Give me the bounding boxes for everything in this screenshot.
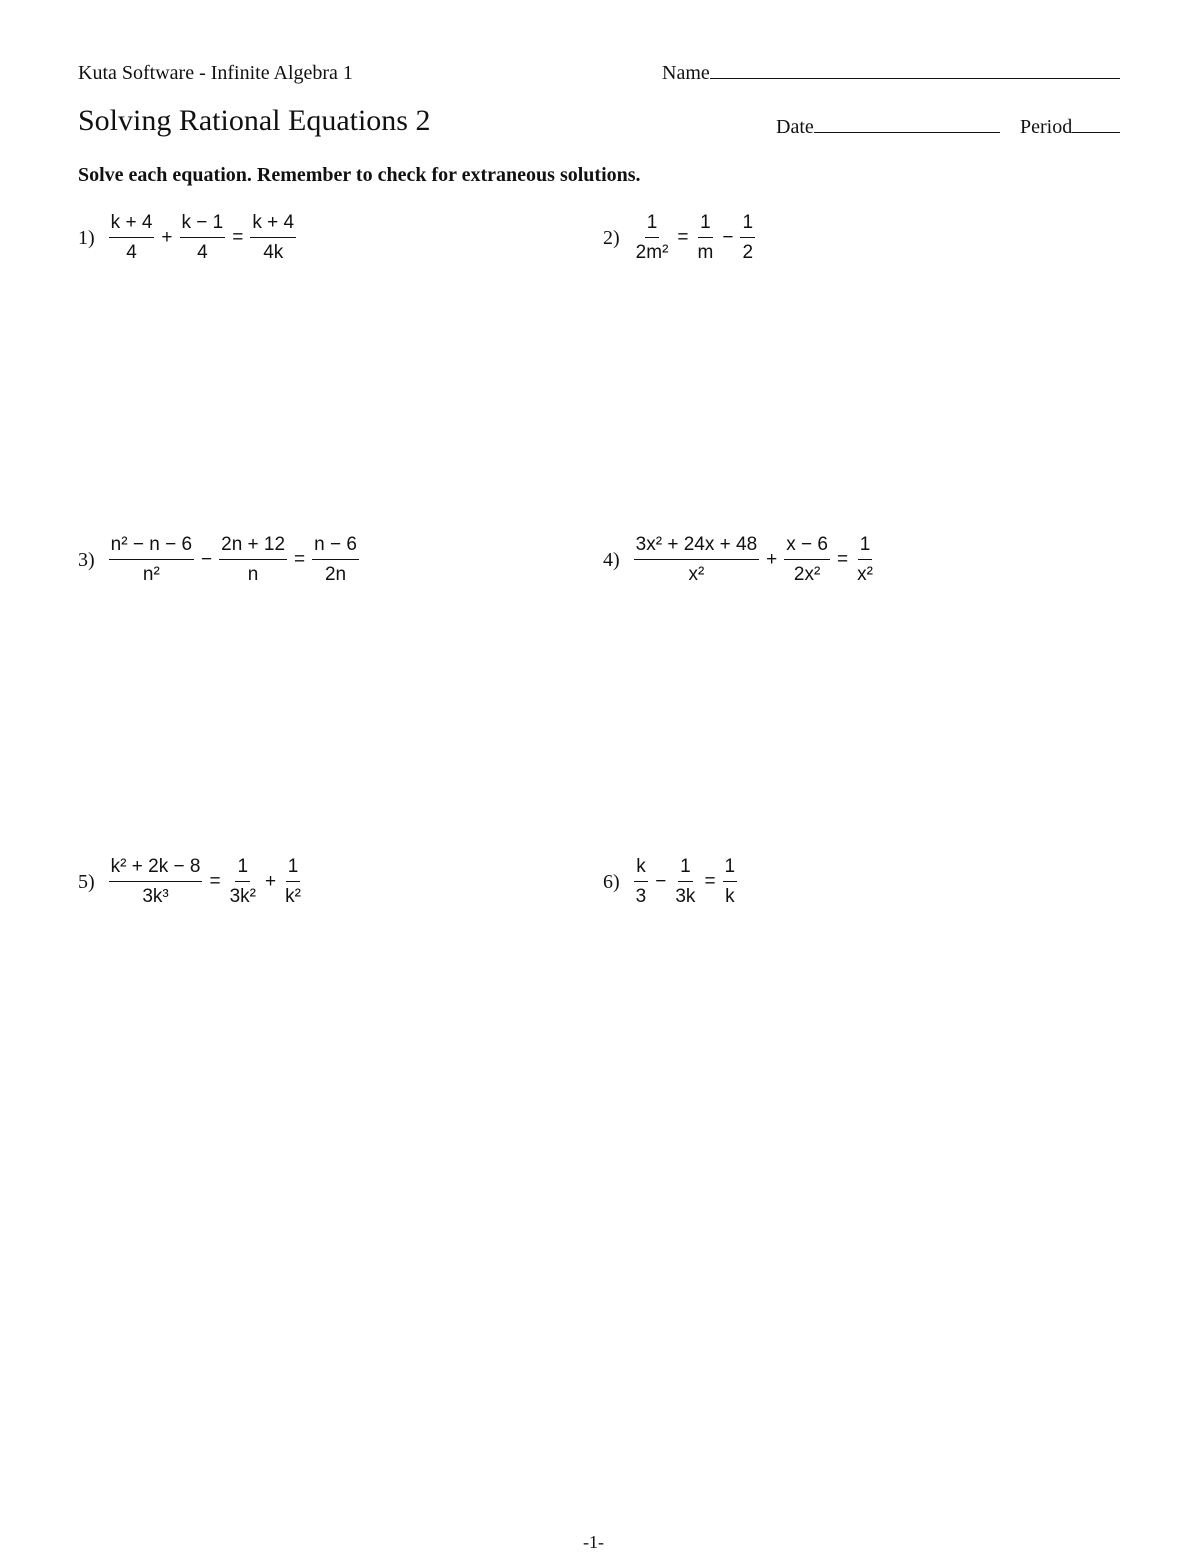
fraction (107, 212, 157, 264)
numerator: k (634, 856, 648, 882)
operator: = (704, 871, 716, 892)
equation (107, 534, 361, 586)
numerator: k² + 2k − 8 (109, 856, 203, 882)
name-label: Name (662, 62, 710, 84)
problem-number: 3) (78, 548, 95, 571)
equation (632, 856, 739, 908)
denominator: 3k (675, 886, 696, 907)
numerator: 2n + 12 (219, 534, 287, 560)
operator: + (766, 549, 778, 570)
numerator: k + 4 (250, 212, 296, 238)
page-number: -1- (583, 1532, 604, 1552)
operator: = (836, 549, 849, 570)
denominator: 3k² (229, 886, 256, 907)
denominator: n (247, 564, 259, 585)
denominator: m (697, 242, 714, 263)
numerator: 3x² + 24x + 48 (634, 534, 759, 560)
denominator: k (725, 886, 735, 907)
numerator: n² − n − 6 (109, 534, 194, 560)
problem-number: 6) (603, 870, 620, 893)
fraction (226, 856, 260, 908)
fraction (107, 856, 205, 908)
numerator: 1 (723, 856, 738, 882)
fraction (248, 212, 298, 264)
fraction (632, 856, 651, 908)
denominator: 2x² (793, 564, 821, 585)
fraction (632, 534, 761, 586)
date-label: Date (776, 116, 814, 138)
fraction (310, 534, 361, 586)
problem-number: 4) (603, 548, 620, 571)
numerator: 1 (286, 856, 301, 882)
fraction (721, 856, 740, 908)
problem-2 (603, 212, 757, 264)
operator: + (161, 227, 173, 248)
fraction (671, 856, 699, 908)
numerator: 1 (698, 212, 713, 238)
operator: = (294, 549, 306, 570)
fraction (694, 212, 718, 264)
problem-3 (78, 534, 361, 586)
fraction (178, 212, 228, 264)
problem-4 (603, 534, 877, 586)
numerator: k + 4 (109, 212, 155, 238)
name-field[interactable] (662, 62, 1120, 85)
denominator: 2 (742, 242, 754, 263)
numerator: 1 (645, 212, 660, 238)
operator: − (722, 227, 734, 248)
fraction (782, 534, 832, 586)
denominator: 2m² (635, 242, 669, 263)
problem-6 (603, 856, 739, 908)
fraction (217, 534, 289, 586)
denominator: n² (142, 564, 160, 585)
fraction (107, 534, 196, 586)
denominator: k² (285, 886, 301, 907)
problem-number: 2) (603, 226, 620, 249)
denominator: x² (857, 564, 873, 585)
fraction (281, 856, 305, 908)
equation (632, 212, 757, 264)
denominator: 4 (197, 242, 208, 263)
numerator: 1 (858, 534, 873, 560)
denominator: 4k (263, 242, 284, 263)
numerator: k − 1 (180, 212, 226, 238)
problem-number: 1) (78, 226, 95, 249)
period-label: Period (1020, 116, 1073, 138)
numerator: n − 6 (312, 534, 359, 560)
fraction (853, 534, 877, 586)
operator: − (201, 549, 213, 570)
equation (107, 212, 298, 264)
operator: = (209, 871, 221, 892)
page-title: Solving Rational Equations 2 (78, 104, 431, 137)
operator: = (677, 227, 689, 248)
equation (632, 534, 877, 586)
numerator: 1 (235, 856, 250, 882)
period-blank[interactable] (1072, 116, 1120, 133)
numerator: x − 6 (784, 534, 830, 560)
date-blank[interactable] (814, 116, 1000, 133)
denominator: x² (688, 564, 705, 585)
date-field[interactable] (776, 116, 1000, 139)
numerator: 1 (740, 212, 755, 238)
instructions: Solve each equation. Remember to check for extraneous solutions. (78, 164, 641, 186)
denominator: 2n (324, 564, 347, 585)
problem-1 (78, 212, 298, 264)
fraction (738, 212, 757, 264)
numerator: 1 (678, 856, 693, 882)
problem-number: 5) (78, 870, 95, 893)
denominator: 4 (126, 242, 137, 263)
problem-5 (78, 856, 305, 908)
operator: = (232, 227, 244, 248)
publisher-label: Kuta Software - Infinite Algebra 1 (78, 62, 353, 84)
period-field[interactable] (1020, 116, 1120, 139)
fraction (632, 212, 673, 264)
denominator: 3 (635, 886, 647, 907)
equation (107, 856, 305, 908)
denominator: 3k³ (142, 886, 169, 907)
operator: + (264, 871, 277, 892)
name-blank[interactable] (710, 62, 1120, 79)
operator: − (655, 871, 667, 892)
